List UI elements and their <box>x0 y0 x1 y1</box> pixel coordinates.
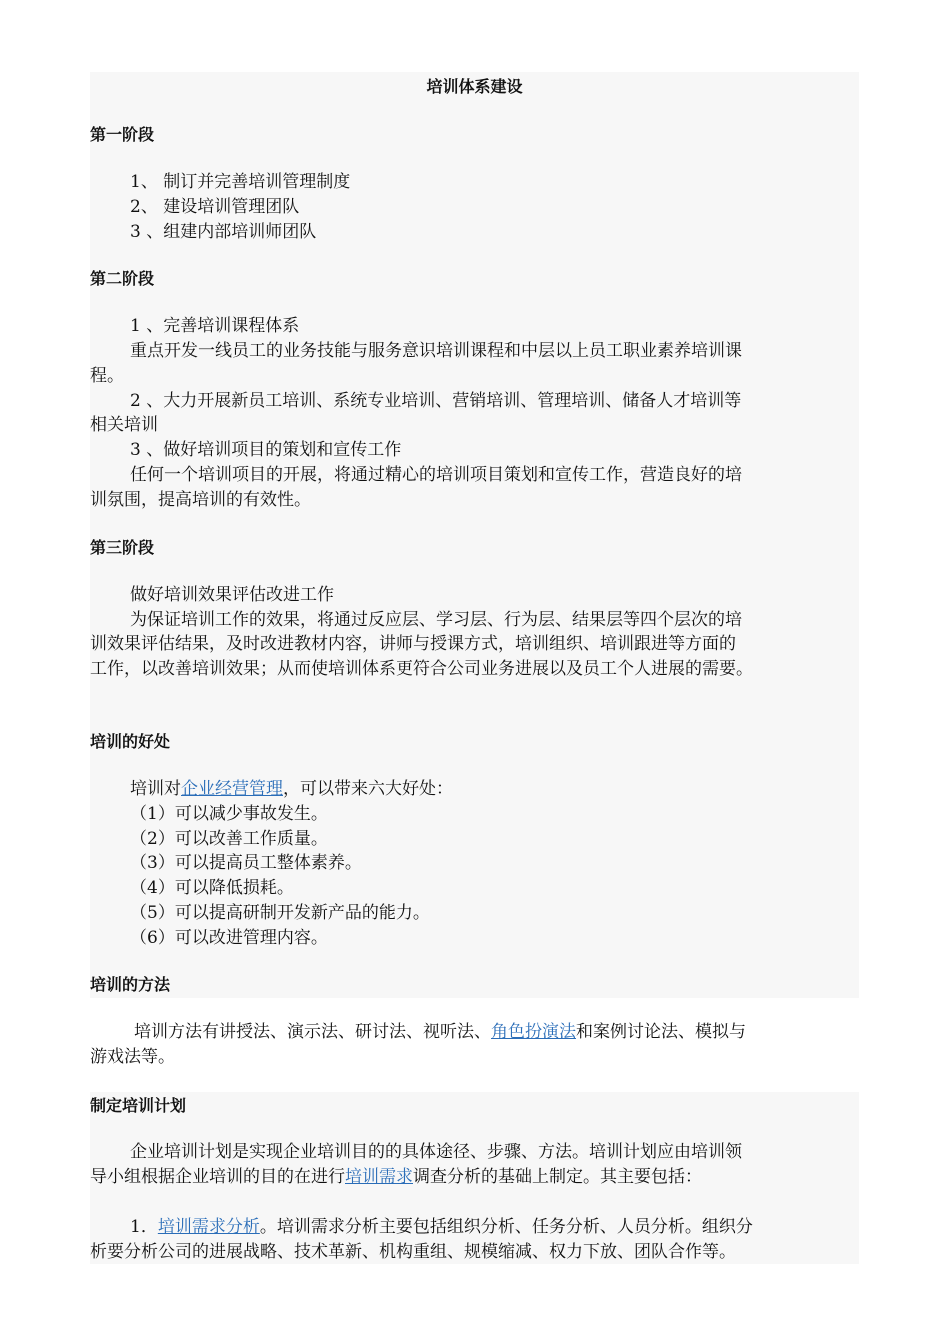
benefit-item: （1）可以减少事故发生。 <box>130 804 328 824</box>
plan-line <box>90 1166 859 1188</box>
benefits-intro-text: 培训对 <box>130 779 181 799</box>
stage3-line: 训效果评估结果，及时改进教材内容，讲师与授课方式，培训组织、培训跟进等方面的 <box>90 634 736 654</box>
plan-heading: 制定培训计划 <box>90 1096 187 1115</box>
stage3-heading: 第三阶段 <box>90 538 155 557</box>
benefits-intro <box>90 778 859 800</box>
methods-line: 游戏法等。 <box>90 1047 175 1067</box>
plan-text: 。培训需求分析主要包括组织分析、任务分析、人员分析。组织分 <box>259 1217 753 1237</box>
stage2-line: 1 、完善培训课程体系 <box>130 316 300 336</box>
benefits-intro-text: ，可以带来六大好处： <box>283 779 453 799</box>
methods-text: 和案例讨论法、模拟与 <box>576 1022 746 1042</box>
stage3-line: 做好培训效果评估改进工作 <box>130 585 334 605</box>
plan-line: 企业培训计划是实现企业培训目的的具体途径、步骤、方法。培训计划应由培训领 <box>130 1142 742 1162</box>
plan-line: 析要分析公司的进展战略、技术革新、机构重组、规模缩减、权力下放、团队合作等。 <box>90 1242 736 1262</box>
stage2-line: 2 、大力开展新员工培训、系统专业培训、营销培训、管理培训、储备人才培训等 <box>130 391 742 411</box>
stage2-heading: 第二阶段 <box>90 269 155 288</box>
stage1-item: 1、 制订并完善培训管理制度 <box>130 172 351 192</box>
stage1-heading: 第一阶段 <box>90 125 155 144</box>
stage3-line: 工作，以改善培训效果；从而使培训体系更符合公司业务进展以及员工个人进展的需要。 <box>90 659 753 679</box>
methods-line <box>90 1021 859 1043</box>
role-play-link[interactable]: 角色扮演法 <box>491 1022 576 1042</box>
training-needs-link[interactable]: 培训需求 <box>345 1167 413 1187</box>
benefit-item: （4）可以降低损耗。 <box>130 878 294 898</box>
plan-text: 调查分析的基础上制定。其主要包括： <box>413 1167 702 1187</box>
stage2-line: 程。 <box>90 366 124 386</box>
stage2-line: 任何一个培训项目的开展，将通过精心的培训项目策划和宣传工作，营造良好的培 <box>130 465 742 485</box>
benefit-item: （3）可以提高员工整体素养。 <box>130 853 362 873</box>
benefits-heading: 培训的好处 <box>90 732 171 751</box>
stage3-line: 为保证培训工作的效果，将通过反应层、学习层、行为层、结果层等四个层次的培 <box>130 610 742 630</box>
stage1-item: 3 、组建内部培训师团队 <box>130 222 317 242</box>
enterprise-management-link[interactable]: 企业经营管理 <box>181 779 283 799</box>
stage1-item: 2、 建设培训管理团队 <box>130 197 300 217</box>
plan-item <box>90 1216 859 1238</box>
methods-heading: 培训的方法 <box>90 975 171 994</box>
benefit-item: （6）可以改进管理内容。 <box>130 928 328 948</box>
plan-text: 导小组根据企业培训的目的在进行 <box>90 1167 345 1187</box>
needs-analysis-link[interactable]: 培训需求分析 <box>157 1217 260 1237</box>
stage2-line: 3 、做好培训项目的策划和宣传工作 <box>130 440 402 460</box>
page-title: 培训体系建设 <box>426 77 523 96</box>
benefit-item: （2）可以改善工作质量。 <box>130 829 328 849</box>
stage2-line: 训氛围，提高培训的有效性。 <box>90 490 311 510</box>
benefit-item: （5）可以提高研制开发新产品的能力。 <box>130 903 430 923</box>
methods-text: 培训方法有讲授法、演示法、研讨法、视听法、 <box>134 1022 491 1042</box>
stage2-line: 相关培训 <box>90 415 158 435</box>
plan-item-number: 1． <box>130 1217 158 1237</box>
stage2-line: 重点开发一线员工的业务技能与服务意识培训课程和中层以上员工职业素养培训课 <box>130 341 742 361</box>
